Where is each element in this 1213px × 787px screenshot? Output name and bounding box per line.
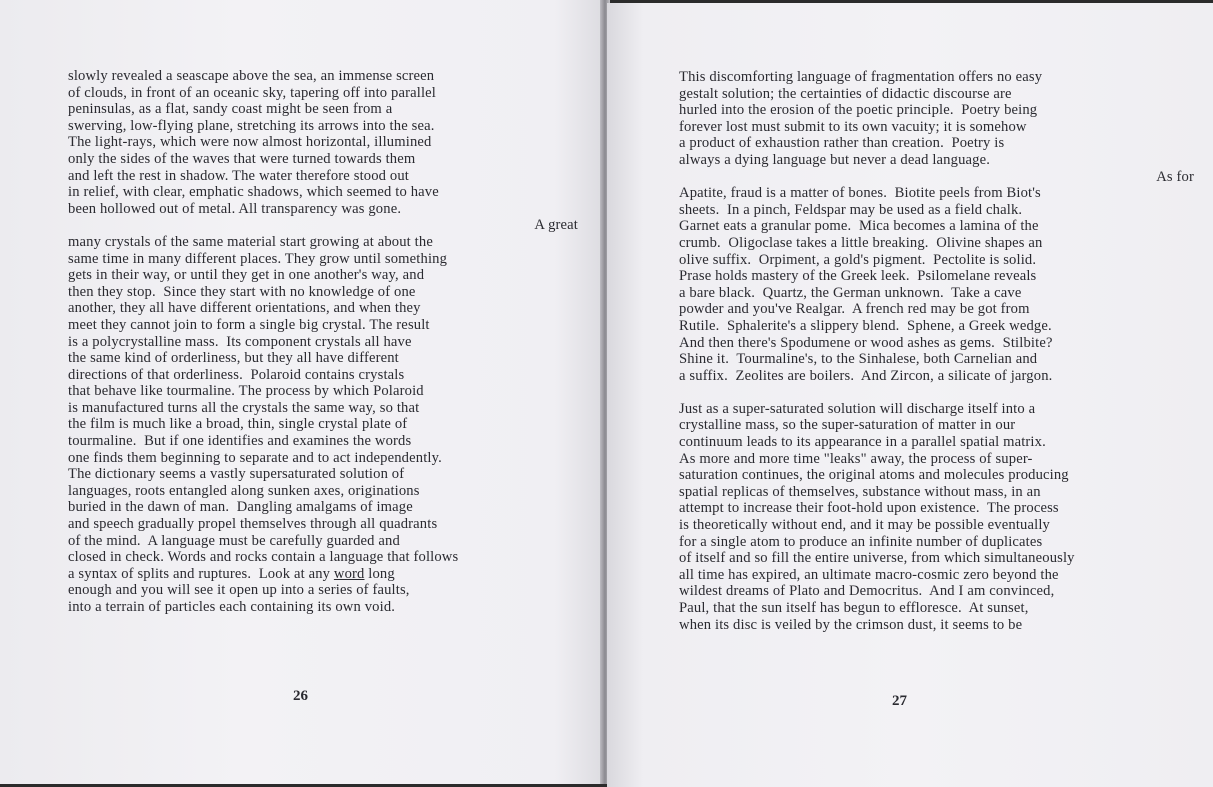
- paragraph-gap: [679, 384, 1194, 401]
- text-line: buried in the dawn of man. Dangling amalgams of image: [68, 499, 413, 516]
- text-line: The dictionary seems a vastly supersaturated solution of: [68, 466, 405, 483]
- text-line: crumb. Oligoclase takes a little breaking. Olivine shapes an: [679, 234, 1043, 251]
- text-line: And then there's Spodumene or wood ashes as gems. Stilbite?: [679, 334, 1053, 351]
- text-line: olive suffix. Orpiment, a gold's pigment. Pectolite is solid.: [679, 251, 1037, 268]
- text-line: of the mind. A language must be carefully guarded and: [68, 532, 400, 549]
- text-line: continuum leads to its appearance in a parallel spatial matrix.: [679, 434, 1046, 451]
- text-line: only the sides of the waves that were turned towards them: [68, 150, 416, 167]
- text-line: the same kind of orderliness, but they all have different: [68, 350, 399, 367]
- text-line: The light-rays, which were now almost horizontal, illumined: [68, 134, 432, 151]
- left-page-body: [68, 68, 578, 616]
- right-page-body: [679, 69, 1194, 633]
- text-line: Garnet eats a granular pome. Mica becomes a lamina of the: [679, 218, 1039, 235]
- text-line: slowly revealed a seascape above the sea, an immense screen: [68, 68, 435, 84]
- text-line: a bare black. Quartz, the German unknown. Take a cave: [679, 284, 1022, 301]
- text-line: crystalline mass, so the super-saturation of matter in our: [679, 417, 1016, 434]
- right-page-number: 27: [892, 693, 907, 709]
- text-line: one finds them beginning to separate and to act independently.: [68, 449, 442, 466]
- text-line: tourmaline. But if one identifies and examines the words: [68, 433, 412, 450]
- text-span: long: [364, 565, 395, 582]
- text-line: Paul, that the sun itself has begun to effloresce. At sunset,: [679, 600, 1029, 616]
- text-line: powder and you've Realgar. A french red may be got from: [679, 301, 1030, 318]
- text-line: gets in their way, or until they get in one another's way, and: [68, 267, 425, 284]
- text-line: sheets. In a pinch, Feldspar may be used as a field chalk.: [679, 201, 1023, 218]
- text-line: enough and you will see it open up into a series of faults,: [68, 582, 410, 599]
- text-line: [68, 566, 578, 583]
- text-line: Shine it. Tourmaline's, to the Sinhalese, both Carnelian and: [679, 351, 1038, 368]
- text-line: of clouds, in front of an oceanic sky, tapering off into parallel: [68, 84, 436, 101]
- text-line: into a terrain of particles each containing its own void.: [68, 599, 396, 615]
- text-line: Just as a super-saturated solution will discharge itself into a: [679, 400, 1036, 417]
- text-line: a product of exhaustion rather than creation. Poetry is: [679, 135, 1005, 152]
- text-line: hurled into the erosion of the poetic principle. Poetry being: [679, 102, 1038, 119]
- text-line: Rutile. Sphalerite's a slippery blend. Sphene, a Greek wedge.: [679, 317, 1052, 334]
- text-line: is theoretically without end, and it may be possible eventually: [679, 517, 1050, 534]
- text-line: when its disc is veiled by the crimson dust, it seems to be: [679, 616, 1023, 633]
- text-line: a suffix. Zeolites are boilers. And Zircon, a silicate of jargon.: [679, 367, 1053, 384]
- text-line: This discomforting language of fragmentation offers no easy: [679, 69, 1043, 85]
- text-line: the film is much like a broad, thin, single crystal plate of: [68, 416, 408, 433]
- text-line: in relief, with clear, emphatic shadows, which seemed to have: [68, 184, 439, 201]
- underlined-word: word: [333, 565, 365, 582]
- text-line: and speech gradually propel themselves through all quadrants: [68, 516, 438, 533]
- text-line: then they stop. Since they start with no knowledge of one: [68, 283, 416, 300]
- left-page: [0, 0, 603, 784]
- text-line: always a dying language but never a dead language.: [679, 151, 991, 168]
- text-line: saturation continues, the original atoms and molecules producing: [679, 467, 1069, 484]
- text-line: that behave like tourmaline. The process by which Polaroid: [68, 383, 424, 400]
- text-line: spatial replicas of themselves, substance without mass, in an: [679, 483, 1041, 500]
- text-line: peninsulas, as a flat, sandy coast might be seen from a: [68, 101, 393, 118]
- left-page-number: 26: [293, 688, 308, 704]
- text-line: meet they cannot join to form a single big crystal. The result: [68, 316, 430, 333]
- text-line: A great: [534, 217, 578, 234]
- text-line: attempt to increase their foot-hold upon existence. The process: [679, 500, 1059, 517]
- text-line: As for: [1156, 168, 1194, 185]
- text-line: many crystals of the same material start growing at about the: [68, 233, 433, 250]
- text-span: a syntax of splits and ruptures. Look at any: [68, 565, 334, 582]
- text-line: Apatite, fraud is a matter of bones. Biotite peels from Biot's: [679, 185, 1041, 202]
- right-page: [607, 3, 1213, 787]
- text-line: closed in check. Words and rocks contain a language that follows: [68, 549, 459, 566]
- text-line: languages, roots entangled along sunken axes, originations: [68, 482, 420, 499]
- text-line: directions of that orderliness. Polaroid contains crystals: [68, 366, 405, 383]
- text-line: been hollowed out of metal. All transparency was gone.: [68, 200, 402, 217]
- text-line: another, they all have different orientations, and when they: [68, 300, 421, 317]
- text-line: As more and more time "leaks" away, the process of super-: [679, 450, 1033, 467]
- text-line: and left the rest in shadow. The water therefore stood out: [68, 167, 410, 184]
- text-line: wildest dreams of Plato and Democritus. And I am convinced,: [679, 583, 1055, 600]
- text-line: gestalt solution; the certainties of didactic discourse are: [679, 85, 1012, 102]
- text-line: is manufactured turns all the crystals the same way, so that: [68, 399, 420, 416]
- text-line: forever lost must submit to its own vacuity; it is somehow: [679, 118, 1027, 135]
- text-line: of itself and so fill the entire universe, from which simultaneously: [679, 550, 1075, 567]
- text-line: all time has expired, an ultimate macro-cosmic zero beyond the: [679, 566, 1059, 583]
- text-line: same time in many different places. They grow until something: [68, 250, 448, 267]
- text-line: for a single atom to produce an infinite number of duplicates: [679, 533, 1043, 550]
- text-line: is a polycrystalline mass. Its component crystals all have: [68, 333, 412, 350]
- text-line: Prase holds mastery of the Greek leek. Psilomelane reveals: [679, 268, 1037, 285]
- text-line: swerving, low-flying plane, stretching its arrows into the sea.: [68, 117, 435, 134]
